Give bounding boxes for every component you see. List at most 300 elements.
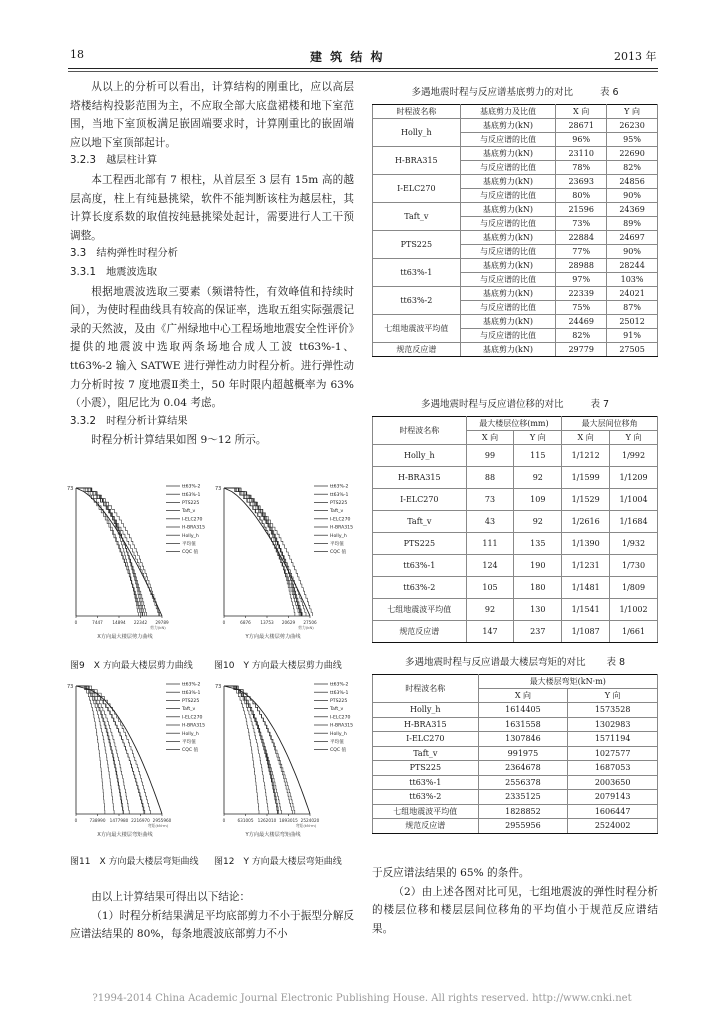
value-cell: 87% [607,301,658,315]
value-cell: 23110 [556,147,607,161]
value-cell: 1/1599 [562,467,610,489]
value-cell: 115 [514,445,562,467]
table-row [373,445,658,467]
x-tick-label: 6876 [240,620,251,625]
value-cell: 1/1684 [610,511,658,533]
series-line [224,686,278,814]
table-row [373,577,658,599]
t7-header-drift: 最大层间位移角 [562,417,658,431]
figure-11 [66,676,212,852]
value-cell: 1/1209 [610,467,658,489]
metric-cell: 基底剪力(kN) [460,147,556,161]
value-cell: 2556378 [478,775,568,790]
value-cell: 2003650 [568,775,658,790]
value-cell: 28988 [556,259,607,273]
wave-name-cell: I-ELC270 [373,175,461,203]
table-6-title [372,84,658,98]
wave-name-cell: H-BRA315 [373,467,467,489]
legend-label: Holly_h [182,533,199,539]
metric-cell: 与反应谱的比值 [460,133,556,147]
t7-sub-y2: Y 向 [610,431,658,445]
value-cell: 82% [607,161,658,175]
table-row [373,703,658,718]
t8-sub-y: Y 向 [568,689,658,703]
legend-label: tt63%-2 [330,682,349,688]
table-row [373,259,658,273]
table-7-number: 表 7 [590,399,610,410]
wave-name-cell: I-ELC270 [373,489,467,511]
conclusion-intro: 由以上计算结果可得出以下结论： [91,891,251,903]
figure-9-caption: 图9 X 方向最大楼层剪力曲线 [70,661,193,671]
value-cell: 24021 [607,287,658,301]
metric-cell: 基底剪力(kN) [460,203,556,217]
chart-subtitle: X方向最大楼层弯矩曲线 [97,832,153,838]
t6-header-type: 基底剪力及比值 [460,105,556,119]
t6-header-y: Y 向 [607,105,658,119]
wave-name-cell: tt63%-2 [373,790,479,805]
left-column-top [70,78,354,450]
value-cell: 91% [607,329,658,343]
value-cell: 92 [514,511,562,533]
y-top-label: 73 [67,486,74,492]
x-tick-label: 0 [222,818,226,823]
metric-cell: 基底剪力(kN) [460,231,556,245]
value-cell: 103% [607,273,658,287]
value-cell: 991975 [478,746,568,761]
wave-name-cell: 七组地震波平均值 [373,599,467,621]
value-cell: 22339 [556,287,607,301]
legend-label: CQC 值 [182,748,199,754]
legend-label: 平均值 [330,542,344,547]
legend-label: I-ELC270 [330,517,351,523]
metric-cell: 基底剪力(kN) [460,175,556,189]
legend-label: H-BRA315 [182,723,206,729]
series-line [76,488,159,616]
x-axis-label: 剪力(kN) [150,625,166,630]
legend-label: tt63%-1 [182,492,201,498]
legend-label: 平均值 [330,740,344,745]
series-line [224,686,278,814]
legend-label: Taft_v [330,707,344,713]
table-row [373,467,658,489]
value-cell: 95% [607,133,658,147]
heading-3-3-2: 3.3.2 时程分析计算结果 [70,415,188,427]
wave-name-cell: Taft_v [373,203,461,231]
series-line [224,488,301,616]
legend-label: tt63%-1 [330,492,349,498]
x-tick-label: 1477980 [109,818,129,823]
table-8-title-text: 多遇地震时程与反应谱最大楼层弯矩的对比 [404,657,586,668]
paragraph-1: 从以上的分析可以看出，计算结构的刚重比，应以高层塔楼结构投影范围为主，不应取全部大底盘裙楼和地下室范围，当地下室顶板满足嵌固端要求时，计算刚重比的嵌固端应以地下室顶部起计。 [70,81,354,149]
metric-cell: 基底剪力(kN) [460,119,556,133]
wave-name-cell: 规范反应谱 [373,343,461,357]
value-cell: 1/1002 [610,599,658,621]
paragraph-4: 时程分析计算结果如图 9～12 所示。 [91,434,267,447]
series-line [224,686,310,814]
value-cell: 1/730 [610,555,658,577]
value-cell: 73 [466,489,514,511]
legend-label: CQC 值 [182,550,199,556]
figure-12 [214,676,360,852]
legend-label: 平均值 [182,542,196,547]
value-cell: 26230 [607,119,658,133]
table-7 [372,416,658,643]
t8-header-moment: 最大楼层弯矩(kN·m) [478,675,657,689]
value-cell: 1/1529 [562,489,610,511]
table-row [373,511,658,533]
wave-name-cell: PTS225 [373,231,461,259]
t8-sub-x: X 向 [478,689,568,703]
x-tick-label: 738990 [89,818,106,823]
value-cell: 2364678 [478,761,568,776]
figure-11-caption: 图11 X 方向最大楼层弯矩曲线 [70,857,199,867]
value-cell: 1/661 [610,621,658,643]
value-cell: 130 [514,599,562,621]
x-tick-label: 20629 [281,620,296,625]
x-tick-label: 29789 [155,620,169,625]
heading-3-3: 3.3 结构弹性时程分析 [70,248,178,260]
value-cell: 22884 [556,231,607,245]
wave-name-cell: H-BRA315 [373,717,479,732]
chart-subtitle: Y方向最大楼层剪力曲线 [245,634,301,640]
t6-header-wave: 时程波名称 [373,105,461,119]
value-cell: 135 [514,533,562,555]
t7-header-wave: 时程波名称 [373,417,467,445]
table-7-title [372,396,658,410]
figure-9 [66,478,210,654]
value-cell: 78% [556,161,607,175]
legend-label: CQC 值 [330,748,347,754]
x-tick-label: 2955960 [152,818,172,823]
table-row [373,147,658,161]
value-cell: 190 [514,555,562,577]
value-cell: 2079143 [568,790,658,805]
value-cell: 1/2616 [562,511,610,533]
metric-cell: 与反应谱的比值 [460,329,556,343]
value-cell: 90% [607,245,658,259]
value-cell: 1687053 [568,761,658,776]
series-line [224,686,259,814]
x-tick-label: 0 [74,818,78,823]
value-cell: 27505 [607,343,658,357]
series-line [76,488,162,616]
table-6 [372,104,658,357]
series-line [224,488,302,616]
series-line [224,488,300,616]
metric-cell: 基底剪力(kN) [460,343,556,357]
series-line [224,686,282,814]
series-line [224,686,295,814]
value-cell: 24697 [607,231,658,245]
series-line [76,488,160,616]
value-cell: 105 [466,577,514,599]
table-8-number: 表 8 [606,657,626,668]
table-row [373,533,658,555]
legend-label: H-BRA315 [182,525,206,531]
wave-name-cell: PTS225 [373,533,467,555]
table-8 [372,674,658,834]
legend-label: PTS225 [330,501,348,506]
value-cell: 237 [514,621,562,643]
legend-label: H-BRA315 [330,525,354,531]
figure-12-chart [214,676,360,848]
value-cell: 1/932 [610,533,658,555]
value-cell: 25012 [607,315,658,329]
table-row [373,819,658,834]
metric-cell: 基底剪力(kN) [460,315,556,329]
table-8-grid [372,674,658,834]
header-rule [68,68,658,69]
wave-name-cell: Holly_h [373,119,461,147]
legend-label: PTS225 [330,699,348,704]
wave-name-cell: 规范反应谱 [373,621,467,643]
t8-header-wave: 时程波名称 [373,675,479,703]
value-cell: 180 [514,577,562,599]
series-line [76,686,105,814]
value-cell: 24856 [607,175,658,189]
table-8-title [372,654,658,668]
value-cell: 1/1231 [562,555,610,577]
value-cell: 1307846 [478,732,568,747]
table-row [373,231,658,245]
table-row [373,287,658,301]
conclusion-1-cont: 于反应谱法结果的 65% 的条件。 [372,867,530,879]
value-cell: 29779 [556,343,607,357]
value-cell: 111 [466,533,514,555]
figure-11-chart [66,676,212,848]
paragraph-3: 根据地震波选取三要素（频谱特性，有效峰值和持续时间），为使时程曲线具有较高的保证率，选取五组实际强震记录的天然波，及由《广州绿地中心工程场地地震安全性评价》提供的地震波中选取两条场地合成人工波 tt63%-1、tt63%-2 输入 SATWE 进行弹性动力时程分析。进行弹性动力分析时按 7 度地震Ⅱ类土，50 年时限内超越概率为 63%（小震），阻尼比为 0.04 考虑。 [70,285,354,410]
y-top-label: 73 [67,684,74,690]
table-row [373,555,658,577]
table-row [373,489,658,511]
wave-name-cell: 规范反应谱 [373,819,479,834]
figure-10-caption: 图10 Y 方向最大楼层剪力曲线 [214,661,342,671]
value-cell: 97% [556,273,607,287]
value-cell: 80% [556,189,607,203]
copyright-footer: ?1994-2014 China Academic Journal Electronic Publishing House. All rights reserved. http://www.cnki.net [92,993,632,1004]
chart-subtitle: Y方向最大楼层弯矩曲线 [245,832,301,838]
value-cell: 109 [514,489,562,511]
journal-name: 建 筑 结 构 [310,50,385,64]
legend-label: Holly_h [330,731,347,737]
legend-label: PTS225 [182,699,200,704]
x-tick-label: 0 [222,620,226,625]
value-cell: 99 [466,445,514,467]
x-axis-label: 剪力(kN) [298,625,314,630]
table-6-grid [372,104,658,357]
value-cell: 1302983 [568,717,658,732]
t7-sub-x2: X 向 [562,431,610,445]
wave-name-cell: H-BRA315 [373,147,461,175]
figure-9-chart [66,478,210,650]
value-cell: 92 [514,467,562,489]
value-cell: 73% [556,217,607,231]
y-top-label: 73 [215,684,222,690]
series-line [76,686,129,814]
series-line [224,488,310,616]
series-line [224,488,312,616]
table-6-title-text: 多遇地震时程与反应谱基底剪力的对比 [411,87,573,98]
heading-3-3-1: 3.3.1 地震波选取 [70,266,158,278]
wave-name-cell: tt63%-2 [373,577,467,599]
wave-name-cell: Taft_v [373,746,479,761]
table-7-title-text: 多遇地震时程与反应谱位移的对比 [420,399,564,410]
value-cell: 24369 [607,203,658,217]
x-tick-label: 14894 [112,620,126,625]
x-tick-label: 1262010 [257,818,277,823]
legend-label: I-ELC270 [330,715,351,721]
table-row [373,315,658,329]
wave-name-cell: tt63%-1 [373,259,461,287]
table-row [373,599,658,621]
y-top-label: 73 [215,486,222,492]
table-row [373,761,658,776]
metric-cell: 基底剪力(kN) [460,259,556,273]
value-cell: 1/1541 [562,599,610,621]
legend-label: H-BRA315 [330,723,354,729]
wave-name-cell: tt63%-1 [373,775,479,790]
table-row [373,175,658,189]
value-cell: 1631558 [478,717,568,732]
series-line [224,488,295,616]
t7-sub-y1: Y 向 [514,431,562,445]
value-cell: 124 [466,555,514,577]
table-row [373,119,658,133]
value-cell: 96% [556,133,607,147]
table-6-number: 表 6 [599,87,619,98]
legend-label: 平均值 [182,740,196,745]
value-cell: 1/809 [610,577,658,599]
wave-name-cell: 七组地震波平均值 [373,315,461,343]
year: 2013 年 [614,50,657,63]
value-cell: 28671 [556,119,607,133]
metric-cell: 与反应谱的比值 [460,273,556,287]
value-cell: 1/1004 [610,489,658,511]
metric-cell: 与反应谱的比值 [460,301,556,315]
value-cell: 75% [556,301,607,315]
value-cell: 89% [607,217,658,231]
x-axis-label: 弯矩(kN·m) [295,823,317,828]
x-tick-label: 1893015 [279,818,298,823]
value-cell: 147 [466,621,514,643]
legend-label: PTS225 [182,501,200,506]
value-cell: 1614405 [478,703,568,718]
table-row [373,717,658,732]
x-tick-label: 27506 [303,620,317,625]
paragraph-2: 本工程西北部有 7 根柱，从首层至 3 层有 15m 高的越层高度，柱上有纯悬挑梁，软件不能判断该柱为越层柱，其计算长度系数的取值按纯悬挑梁处起计，需要进行人工干预调整。 [70,173,354,242]
legend-label: Holly_h [330,533,347,539]
value-cell: 90% [607,189,658,203]
value-cell: 82% [556,329,607,343]
series-line [76,686,162,814]
x-tick-label: 0 [74,620,78,625]
legend-label: tt63%-2 [182,682,201,688]
legend-label: tt63%-1 [330,690,349,696]
legend-label: tt63%-2 [182,484,201,490]
wave-name-cell: I-ELC270 [373,732,479,747]
value-cell: 92 [466,599,514,621]
value-cell: 1571194 [568,732,658,747]
value-cell: 77% [556,245,607,259]
value-cell: 1573528 [568,703,658,718]
figure-10 [214,478,358,654]
value-cell: 1/1087 [562,621,610,643]
figure-12-caption: 图12 Y 方向最大楼层弯矩曲线 [214,857,342,867]
x-tick-label: 631005 [237,818,254,823]
legend-label: Taft_v [330,509,344,515]
wave-name-cell: Holly_h [373,703,479,718]
wave-name-cell: tt63%-1 [373,555,467,577]
chart-subtitle: X方向最大楼层剪力曲线 [97,634,153,640]
t6-header-x: X 向 [556,105,607,119]
x-tick-label: 2524020 [300,818,320,823]
value-cell: 1/1212 [562,445,610,467]
series-line [76,686,145,814]
value-cell: 1/1481 [562,577,610,599]
wave-name-cell: 七组地震波平均值 [373,804,479,819]
page-number: 18 [70,48,84,61]
value-cell: 88 [466,467,514,489]
x-tick-label: 2216970 [131,818,150,823]
metric-cell: 与反应谱的比值 [460,161,556,175]
value-cell: 1606447 [568,804,658,819]
x-tick-label: 7447 [92,620,103,625]
value-cell: 1/1390 [562,533,610,555]
metric-cell: 与反应谱的比值 [460,217,556,231]
value-cell: 1/992 [610,445,658,467]
metric-cell: 与反应谱的比值 [460,245,556,259]
series-line [76,488,141,616]
conclusion-2: （2）由上述各图对比可见，七组地震波的弹性时程分析的楼层位移和楼层层间位移角的平均值小于规范反应谱结果。 [372,885,658,935]
value-cell: 43 [466,511,514,533]
table-row [373,203,658,217]
table-row [373,804,658,819]
header-rule-thin [68,71,658,72]
heading-3-2-3: 3.2.3 越层柱计算 [70,155,158,167]
table-row [373,775,658,790]
wave-name-cell: PTS225 [373,761,479,776]
table-row [373,343,658,357]
legend-label: Taft_v [182,509,196,515]
series-line [224,488,306,616]
value-cell: 2335125 [478,790,568,805]
wave-name-cell: Holly_h [373,445,467,467]
table-row [373,621,658,643]
legend-label: CQC 值 [330,550,347,556]
value-cell: 24469 [556,315,607,329]
table-row [373,790,658,805]
value-cell: 2524002 [568,819,658,834]
value-cell: 1828852 [478,804,568,819]
value-cell: 21596 [556,203,607,217]
legend-label: Holly_h [182,731,199,737]
metric-cell: 基底剪力(kN) [460,287,556,301]
x-axis-label: 弯矩(kN·m) [147,823,169,828]
series-line [224,686,268,814]
t7-sub-x1: X 向 [466,431,514,445]
left-column-bottom [70,888,354,944]
metric-cell: 与反应谱的比值 [460,189,556,203]
figure-10-chart [214,478,358,650]
t7-header-disp: 最大楼层位移(mm) [466,417,562,431]
legend-label: tt63%-2 [330,484,349,490]
value-cell: 1027577 [568,746,658,761]
table-row [373,732,658,747]
value-cell: 2955956 [478,819,568,834]
x-tick-label: 22342 [133,620,148,625]
legend-label: I-ELC270 [182,715,203,721]
series-line [76,686,114,814]
